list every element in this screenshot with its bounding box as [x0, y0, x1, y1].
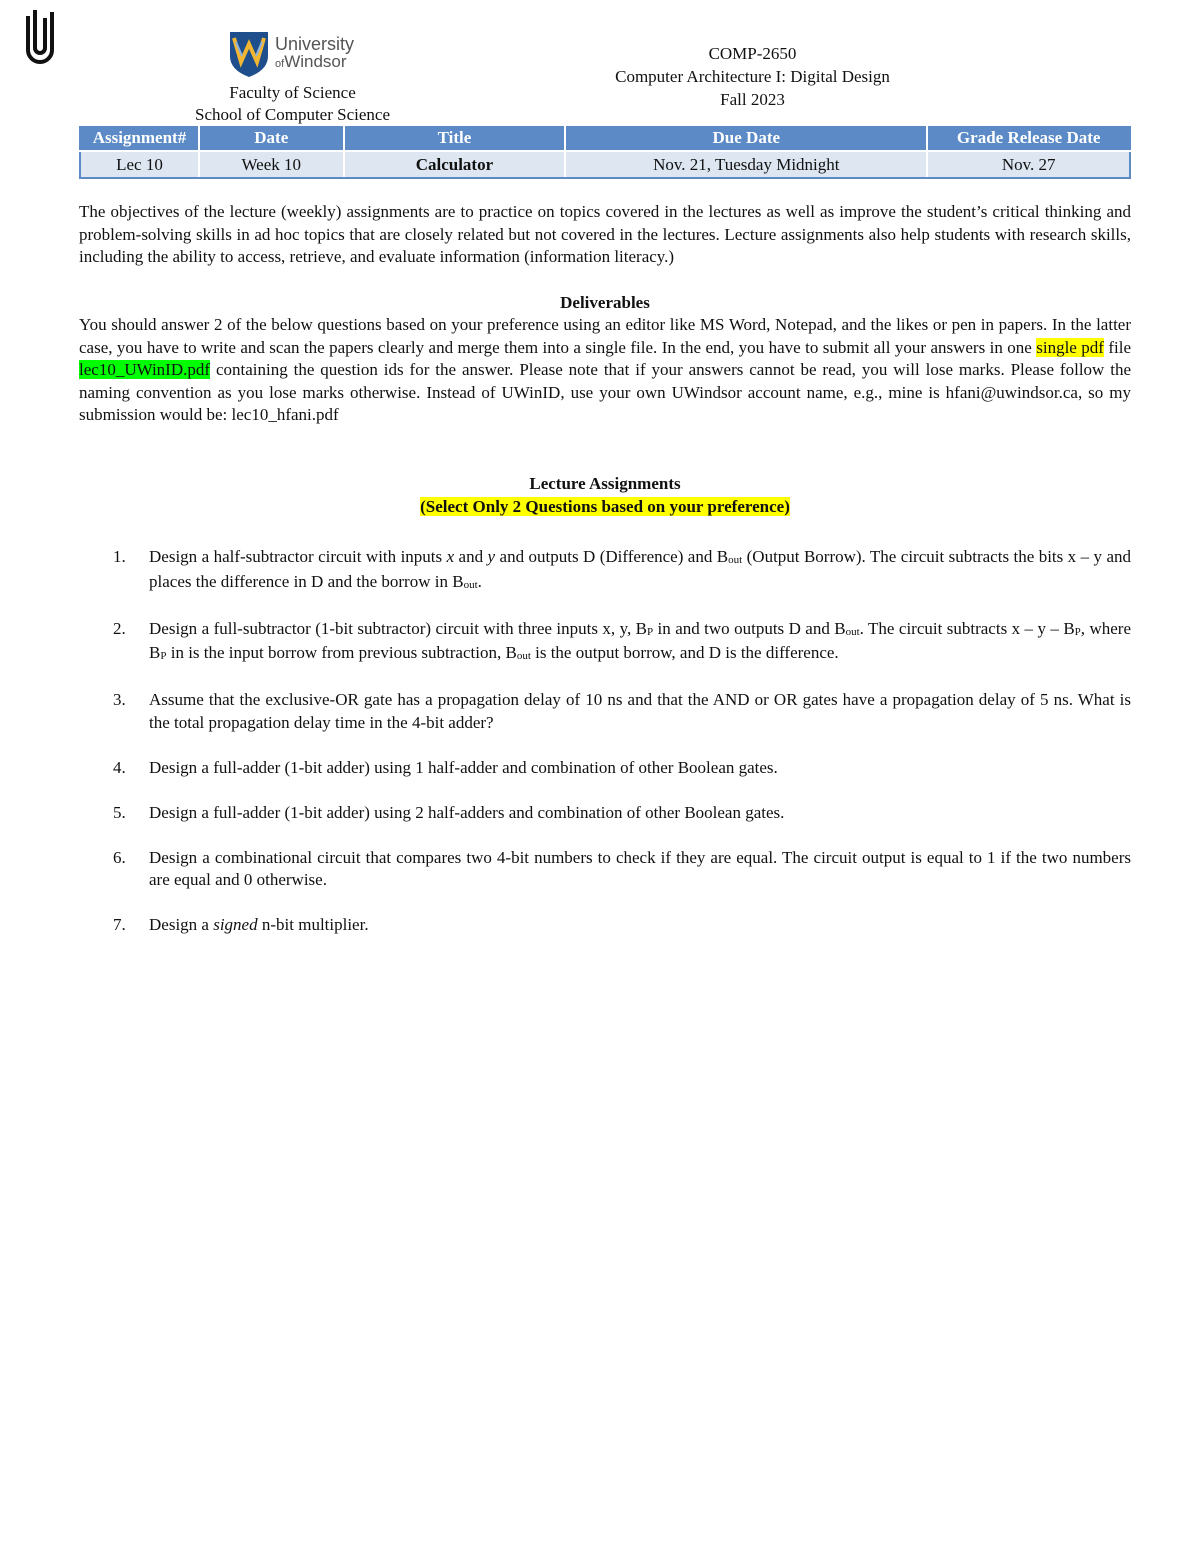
header-assignment: Assignment# [80, 126, 199, 151]
svg-text:1: 1 [49, 21, 55, 31]
question-number: 7. [113, 915, 126, 934]
q1-sub-out-2: out [463, 578, 478, 591]
list-item [0, 546, 1131, 595]
objectives-paragraph: The objectives of the lecture (weekly) assignments are to practice on topics covered in the lectures as well as improve the student’s critical thinking and problem-solving skills in ad hoc topics that are closely related but not covered in the lectures. Lecture assignments also help students with research skills, including the ability to access, retrieve, and evaluate information (information literacy.) [79, 202, 1131, 266]
q2-text-c: . The circuit subtracts x – y – B [859, 618, 1075, 638]
q2-text-b: in and two outputs D and B [653, 618, 846, 638]
course-code: COMP-2650 [708, 44, 797, 63]
q1-var-x: x [446, 547, 455, 566]
q1-text-c: and outputs D (Difference) and B [495, 547, 729, 566]
q1-text-e: . [477, 571, 482, 591]
q2-sub-out: out [845, 625, 860, 638]
deliverables-text-3: containing the question ids for the answer. Please note that if your answers cannot be read, you will lose marks. Please follow the naming convention as you lose marks otherwise. Instead of UWinID, use your own UWindsor account name, e.g., mine is hfani@uwindsor.ca, so my submission would be: lec10_hfani.pdf [79, 360, 1131, 424]
q1-var-y: y [487, 547, 496, 566]
question-number: 3. [113, 690, 126, 709]
q7-text-a: Design a [149, 915, 214, 934]
assignment-info-table [79, 126, 1131, 179]
question-number: 5. [113, 802, 126, 822]
cell-title: Calculator [344, 151, 566, 178]
q7-em-signed: signed [213, 915, 258, 934]
q2-text-e: in is the input borrow from previous subtraction, B [166, 643, 517, 662]
school-name: School of Computer Science [195, 105, 390, 124]
cell-assignment: Lec 10 [80, 151, 199, 178]
question-number: 6. [113, 847, 126, 867]
table-row [80, 151, 1130, 178]
course-title: Computer Architecture I: Digital Design [615, 67, 890, 86]
question-number: 4. [113, 757, 126, 777]
q1-sub-out: out [728, 554, 743, 566]
q5-text: Design a full-adder (1-bit adder) using 2 half-adders and combination of other Boolean gates. [149, 802, 785, 822]
course-header [560, 42, 945, 111]
question-list [0, 546, 1131, 959]
deliverables-text-2: file [1103, 337, 1131, 357]
deliverables-paragraph [79, 314, 1131, 427]
logo-line2-prefix: of [275, 58, 285, 70]
list-item [0, 914, 1131, 937]
logo-wordmark [275, 36, 354, 73]
lecture-assignments-subtitle [79, 495, 1131, 518]
faculty-name: Faculty of Science [229, 83, 356, 102]
q2-sub-p-3: P [160, 650, 167, 662]
q1-text-b: and [454, 547, 488, 566]
table-header-row [80, 126, 1130, 151]
q6-text: Design a combinational circuit that compares two 4-bit numbers to check if they are equal. The circuit output is equal to 1 if the two numbers are equal and 0 otherwise. [149, 847, 1131, 889]
q4-text: Design a full-adder (1-bit adder) using 1 half-adder and combination of other Boolean gates. [149, 757, 778, 777]
q2-text-a: Design a full-subtractor (1-bit subtractor) circuit with three inputs x, y, B [149, 618, 647, 638]
header-date: Date [199, 126, 344, 151]
question-number: 1. [113, 547, 126, 566]
q2-sub-p: P [646, 625, 654, 638]
course-term: Fall 2023 [720, 90, 785, 109]
q2-sub-out-2: out [516, 650, 531, 662]
header-grade-release: Grade Release Date [927, 126, 1130, 151]
cell-date: Week 10 [199, 151, 344, 178]
list-item [0, 757, 1131, 780]
logo-line1: University [275, 34, 355, 54]
q1-text-a: Design a half-subtractor circuit with inputs [149, 547, 447, 566]
q7-text-b: n-bit multiplier. [257, 915, 369, 934]
cell-grade-release: Nov. 27 [927, 151, 1130, 178]
paperclip-icon [20, 6, 60, 70]
q3-text: Assume that the exclusive-OR gate has a propagation delay of 10 ns and that the AND or OR gates have a propagation delay of 5 ns. What is the total propagation delay time in the 4-bit adder? [149, 690, 1131, 732]
cell-due-date: Nov. 21, Tuesday Midnight [565, 151, 927, 178]
list-item [0, 689, 1131, 734]
deliverables-text-1: You should answer 2 of the below questions based on your preference using an editor like MS Word, Notepad, and the likes or pen in papers. In the latter case, you have to write and scan the papers clearly and merge them into a single file. In the end, you have to submit all your answers in one [79, 315, 1131, 357]
list-item [0, 802, 1131, 825]
highlight-single-pdf: single pdf [1036, 337, 1104, 357]
list-item [0, 847, 1131, 892]
lecture-assignments-title: Lecture Assignments [529, 474, 681, 493]
highlight-filename: lec10_UWinID.pdf [79, 360, 211, 379]
subtitle-highlight: (Select Only 2 Questions based on your preference) [420, 497, 790, 516]
q1-text-d: (Output Borrow). The circuit subtracts the bits x – y and places the difference in D and the borrow in B [149, 547, 1132, 591]
list-item [0, 618, 1131, 667]
faculty-header [160, 82, 425, 126]
q2-text-d: , where B [149, 618, 1132, 662]
question-number: 2. [113, 618, 126, 638]
header-title: Title [344, 126, 566, 151]
header-due-date: Due Date [565, 126, 927, 151]
deliverables-title: Deliverables [560, 293, 650, 312]
logo-line2: Windsor [284, 52, 347, 71]
q2-sub-p-2: P [1074, 625, 1081, 638]
q2-text-f: is the output borrow, and D is the difference. [530, 643, 839, 662]
